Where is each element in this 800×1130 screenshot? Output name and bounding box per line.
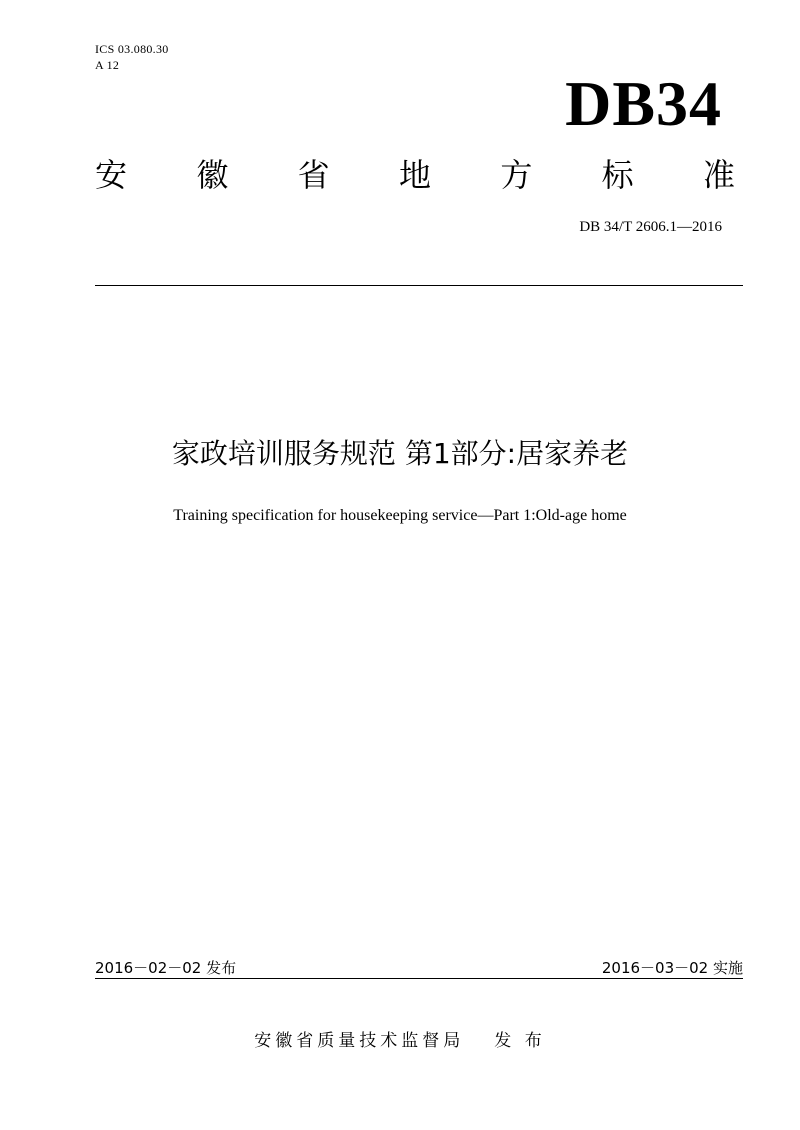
publisher-line: [0, 1030, 800, 1052]
class-code: A 12: [95, 58, 120, 72]
standard-type-char: 安: [95, 156, 128, 194]
issue-date: 2016－02－02 发布: [95, 959, 237, 977]
standard-type-char: 省: [297, 156, 330, 194]
standard-number: DB 34/T 2606.1—2016: [579, 219, 722, 235]
standard-type-char: 地: [398, 156, 431, 194]
ics-code: ICS 03.080.30: [95, 42, 169, 56]
standard-type-heading: [95, 155, 735, 195]
standard-type-char: 标: [601, 156, 634, 194]
footer-divider: [95, 978, 743, 979]
db-code-logo: DB34: [565, 68, 722, 139]
publisher-name: 安徽省质量技术监督局: [254, 1031, 465, 1051]
document-title-english: Training specification for housekeeping service—Part 1:Old-age home: [173, 507, 627, 524]
implementation-date: 2016－03－02 实施: [601, 959, 743, 977]
standard-type-char: 方: [500, 156, 533, 194]
header-divider: [95, 285, 743, 286]
standard-type-char: 准: [702, 156, 735, 194]
classification-codes: [95, 42, 169, 74]
document-title-chinese: 家政培训服务规范 第1部分:居家养老: [171, 437, 629, 470]
publisher-action: 发 布: [494, 1031, 546, 1051]
standard-type-char: 徽: [196, 156, 229, 194]
